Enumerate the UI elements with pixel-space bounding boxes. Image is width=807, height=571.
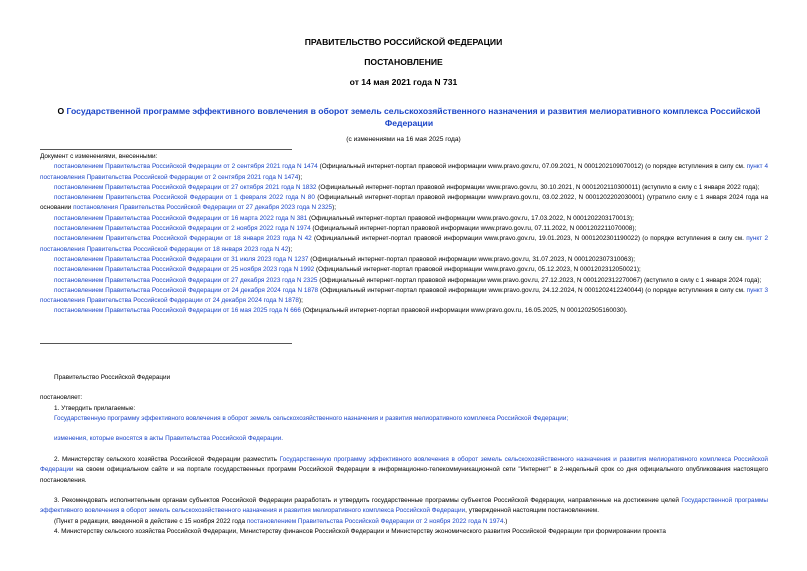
amendment-item bbox=[40, 306, 768, 316]
amendment-text: (Официальный интернет-портал правовой информации www.pravo.gov.ru, 16.05.2025, N 0001202505160030). bbox=[300, 307, 628, 315]
amendment-item bbox=[40, 193, 768, 214]
p3-text-a: 3. Рекомендовать исполнительным органам субъектов Российской Федерации разработать и утвердить государственные программы субъектов Российской Федерации, направленные на достижение целей bbox=[54, 497, 682, 504]
amendment-entry-link[interactable]: постановления Правительства Российской Федерации от 27 декабря 2023 года N 2325 bbox=[73, 204, 333, 212]
p1-program-link[interactable]: Государственную программу эффективного вовлечения в оборот земель сельскохозяйственного назначения и развития мелиоративного комплекса Российской Федерации; bbox=[54, 415, 569, 422]
p1-changes-link[interactable]: изменения, которые вносятся в акты Правительства Российской Федерации. bbox=[54, 435, 284, 442]
amendment-entry-link[interactable]: пункт 4 постановления Правительства Российской Федерации от 2 сентября 2021 года N 1474 bbox=[40, 163, 768, 181]
decides-line: постановляет: bbox=[40, 394, 83, 401]
amendment-text: (Официальный интернет-портал правовой информации www.pravo.gov.ru, 17.03.2022, N 0001202203170013); bbox=[307, 214, 634, 222]
p1-heading: 1. Утвердить прилагаемые: bbox=[54, 405, 136, 412]
p4-text: 4. Министерству сельского хозяйства Российской Федерации, Министерству финансов Российской Федерации и Министерству экономического развития Российской Федерации при формировании проекта bbox=[54, 528, 666, 535]
p3-note-text-b: .) bbox=[503, 518, 508, 525]
amendment-link[interactable]: постановлением Правительства Российской Федерации от 27 декабря 2023 года N 2325 bbox=[54, 276, 318, 284]
amendment-item bbox=[40, 234, 768, 255]
amendment-link[interactable]: постановлением Правительства Российской Федерации от 24 декабря 2024 года N 1878 bbox=[54, 286, 319, 294]
amendment-link[interactable]: постановлением Правительства Российской Федерации от 27 октября 2021 года N 1832 bbox=[54, 183, 317, 191]
p3-text-b: , утвержденной настоящим постановлением. bbox=[465, 507, 599, 515]
document-type: ПОСТАНОВЛЕНИЕ bbox=[364, 57, 443, 67]
amendment-item bbox=[40, 214, 768, 224]
p3-note-text-a: (Пункт в редакции, введенной в действие с 15 ноября 2022 года bbox=[54, 518, 247, 525]
p3-note-link[interactable]: постановлением Правительства Российской Федерации от 2 ноября 2022 года N 1974 bbox=[246, 518, 504, 525]
divider-bottom bbox=[40, 343, 292, 344]
divider-top bbox=[40, 149, 292, 150]
p2-text-a: 2. Министерству сельского хозяйства Российской Федерации разместить bbox=[54, 456, 280, 463]
amendment-link[interactable]: постановлением Правительства Российской Федерации от 18 января 2023 года N 42 bbox=[54, 235, 312, 243]
amendment-text: (Официальный интернет-портал правовой информации www.pravo.gov.ru, 31.07.2023, N 0001202307310063); bbox=[308, 255, 636, 263]
amendment-item bbox=[40, 162, 768, 183]
document-date-number: от 14 мая 2021 года N 731 bbox=[349, 77, 458, 87]
amendment-text: (Официальный интернет-портал правовой информации www.pravo.gov.ru, 07.09.2021, N 0001202109070012) (о порядке вступления в силу см. bbox=[317, 163, 747, 171]
amendments-list bbox=[40, 152, 768, 317]
p2-text-b: на своем официальном сайте и на портале государственных программ Российской Федерации в информационно-телекоммуникационной сети "Интернет" в 2-недельный срок со дня официального опубликования настоящего постановления. bbox=[40, 466, 768, 484]
title-prefix: О bbox=[57, 106, 67, 116]
government-line: Правительство Российской Федерации bbox=[54, 374, 171, 381]
paragraph-3 bbox=[40, 496, 768, 517]
amendment-text: (Официальный интернет-портал правовой информации www.pravo.gov.ru, 24.12.2024, N 0001202412240044) (о порядке вступления в силу см. bbox=[318, 286, 747, 294]
amendment-text: (Официальный интернет-портал правовой информации www.pravo.gov.ru, 19.01.2023, N 0001202301190022) (о порядке вступления в силу см. bbox=[311, 235, 747, 243]
amendment-entry-link[interactable]: пункт 3 постановления Правительства Российской Федерации от 24 декабря 2024 года N 1878 bbox=[40, 286, 769, 305]
amendment-text: (Официальный интернет-портал правовой информации www.pravo.gov.ru, 03.02.2022, N 0001202202030001) (утратило силу с 1 января 2024 года на основании bbox=[40, 194, 768, 212]
amendment-item bbox=[40, 255, 768, 265]
amendment-link[interactable]: постановлением Правительства Российской Федерации от 2 ноября 2022 года N 1974 bbox=[54, 225, 311, 233]
amendment-link[interactable]: постановлением Правительства Российской Федерации от 25 ноября 2023 года N 1992 bbox=[54, 266, 315, 274]
amendment-item bbox=[40, 265, 768, 275]
paragraph-2 bbox=[40, 455, 768, 486]
amendment-text: (Официальный интернет-портал правовой информации www.pravo.gov.ru, 30.10.2021, N 0001202110300011) (вступило в силу с 1 января 2022 года); bbox=[316, 183, 760, 191]
amendment-text: (Официальный интернет-портал правовой информации www.pravo.gov.ru, 05.12.2023, N 0001202312050021); bbox=[314, 266, 641, 274]
amendment-link[interactable]: постановлением Правительства Российской Федерации от 16 марта 2022 года N 381 bbox=[54, 214, 308, 222]
amendment-item bbox=[40, 286, 768, 307]
document-title bbox=[50, 105, 768, 129]
amendment-text: (Официальный интернет-портал правовой информации www.pravo.gov.ru, 07.11.2022, N 0001202211070008); bbox=[310, 225, 637, 233]
p3-program-link[interactable]: Государственной программы эффективного вовлечения в оборот земель сельскохозяйственного назначения и развития мелиоративного комплекса Российской Федерации bbox=[40, 497, 768, 515]
amendment-link[interactable]: постановлением Правительства Российской Федерации от 31 июля 2023 года N 1237 bbox=[54, 255, 309, 263]
amendment-link[interactable]: постановлением Правительства Российской Федерации от 1 февраля 2022 года N 80 bbox=[54, 194, 315, 202]
amendment-text-end: ); bbox=[332, 204, 337, 212]
amendment-link[interactable]: постановлением Правительства Российской Федерации от 16 мая 2025 года N 666 bbox=[54, 307, 301, 315]
amendments-intro: Документ с изменениями, внесенными: bbox=[40, 153, 158, 160]
amendment-text: (Официальный интернет-портал правовой информации www.pravo.gov.ru, 27.12.2023, N 0001202312270067) (вступило в силу с 1 января 2024 года); bbox=[317, 276, 762, 284]
government-heading: ПРАВИТЕЛЬСТВО РОССИЙСКОЙ ФЕДЕРАЦИИ bbox=[304, 37, 503, 47]
p3-note bbox=[54, 517, 768, 527]
amendment-link[interactable]: постановлением Правительства Российской Федерации от 2 сентября 2021 года N 1474 bbox=[54, 163, 318, 171]
amendment-item bbox=[40, 224, 768, 234]
amendment-item bbox=[40, 276, 768, 286]
amendment-item bbox=[40, 183, 768, 193]
p2-program-link[interactable]: Государственную программу эффективного вовлечения в оборот земель сельскохозяйственного назначения и развития мелиоративного комплекса Российской Федерации bbox=[40, 456, 768, 474]
title-program-link[interactable]: Государственной программе эффективного вовлечения в оборот земель сельскохозяйственного назначения и развития мелиоративного комплекса Российской Федерации bbox=[66, 106, 761, 128]
amendment-entry-link[interactable]: пункт 2 постановления Правительства Российской Федерации от 18 января 2023 года N 42 bbox=[40, 235, 768, 253]
amendment-text-end: ); bbox=[298, 297, 303, 305]
amendment-text-end: ); bbox=[298, 173, 303, 181]
changes-note: (с изменениями на 16 мая 2025 года) bbox=[346, 136, 461, 143]
amendment-text-end: ); bbox=[288, 245, 293, 253]
paragraph-4 bbox=[40, 527, 768, 537]
